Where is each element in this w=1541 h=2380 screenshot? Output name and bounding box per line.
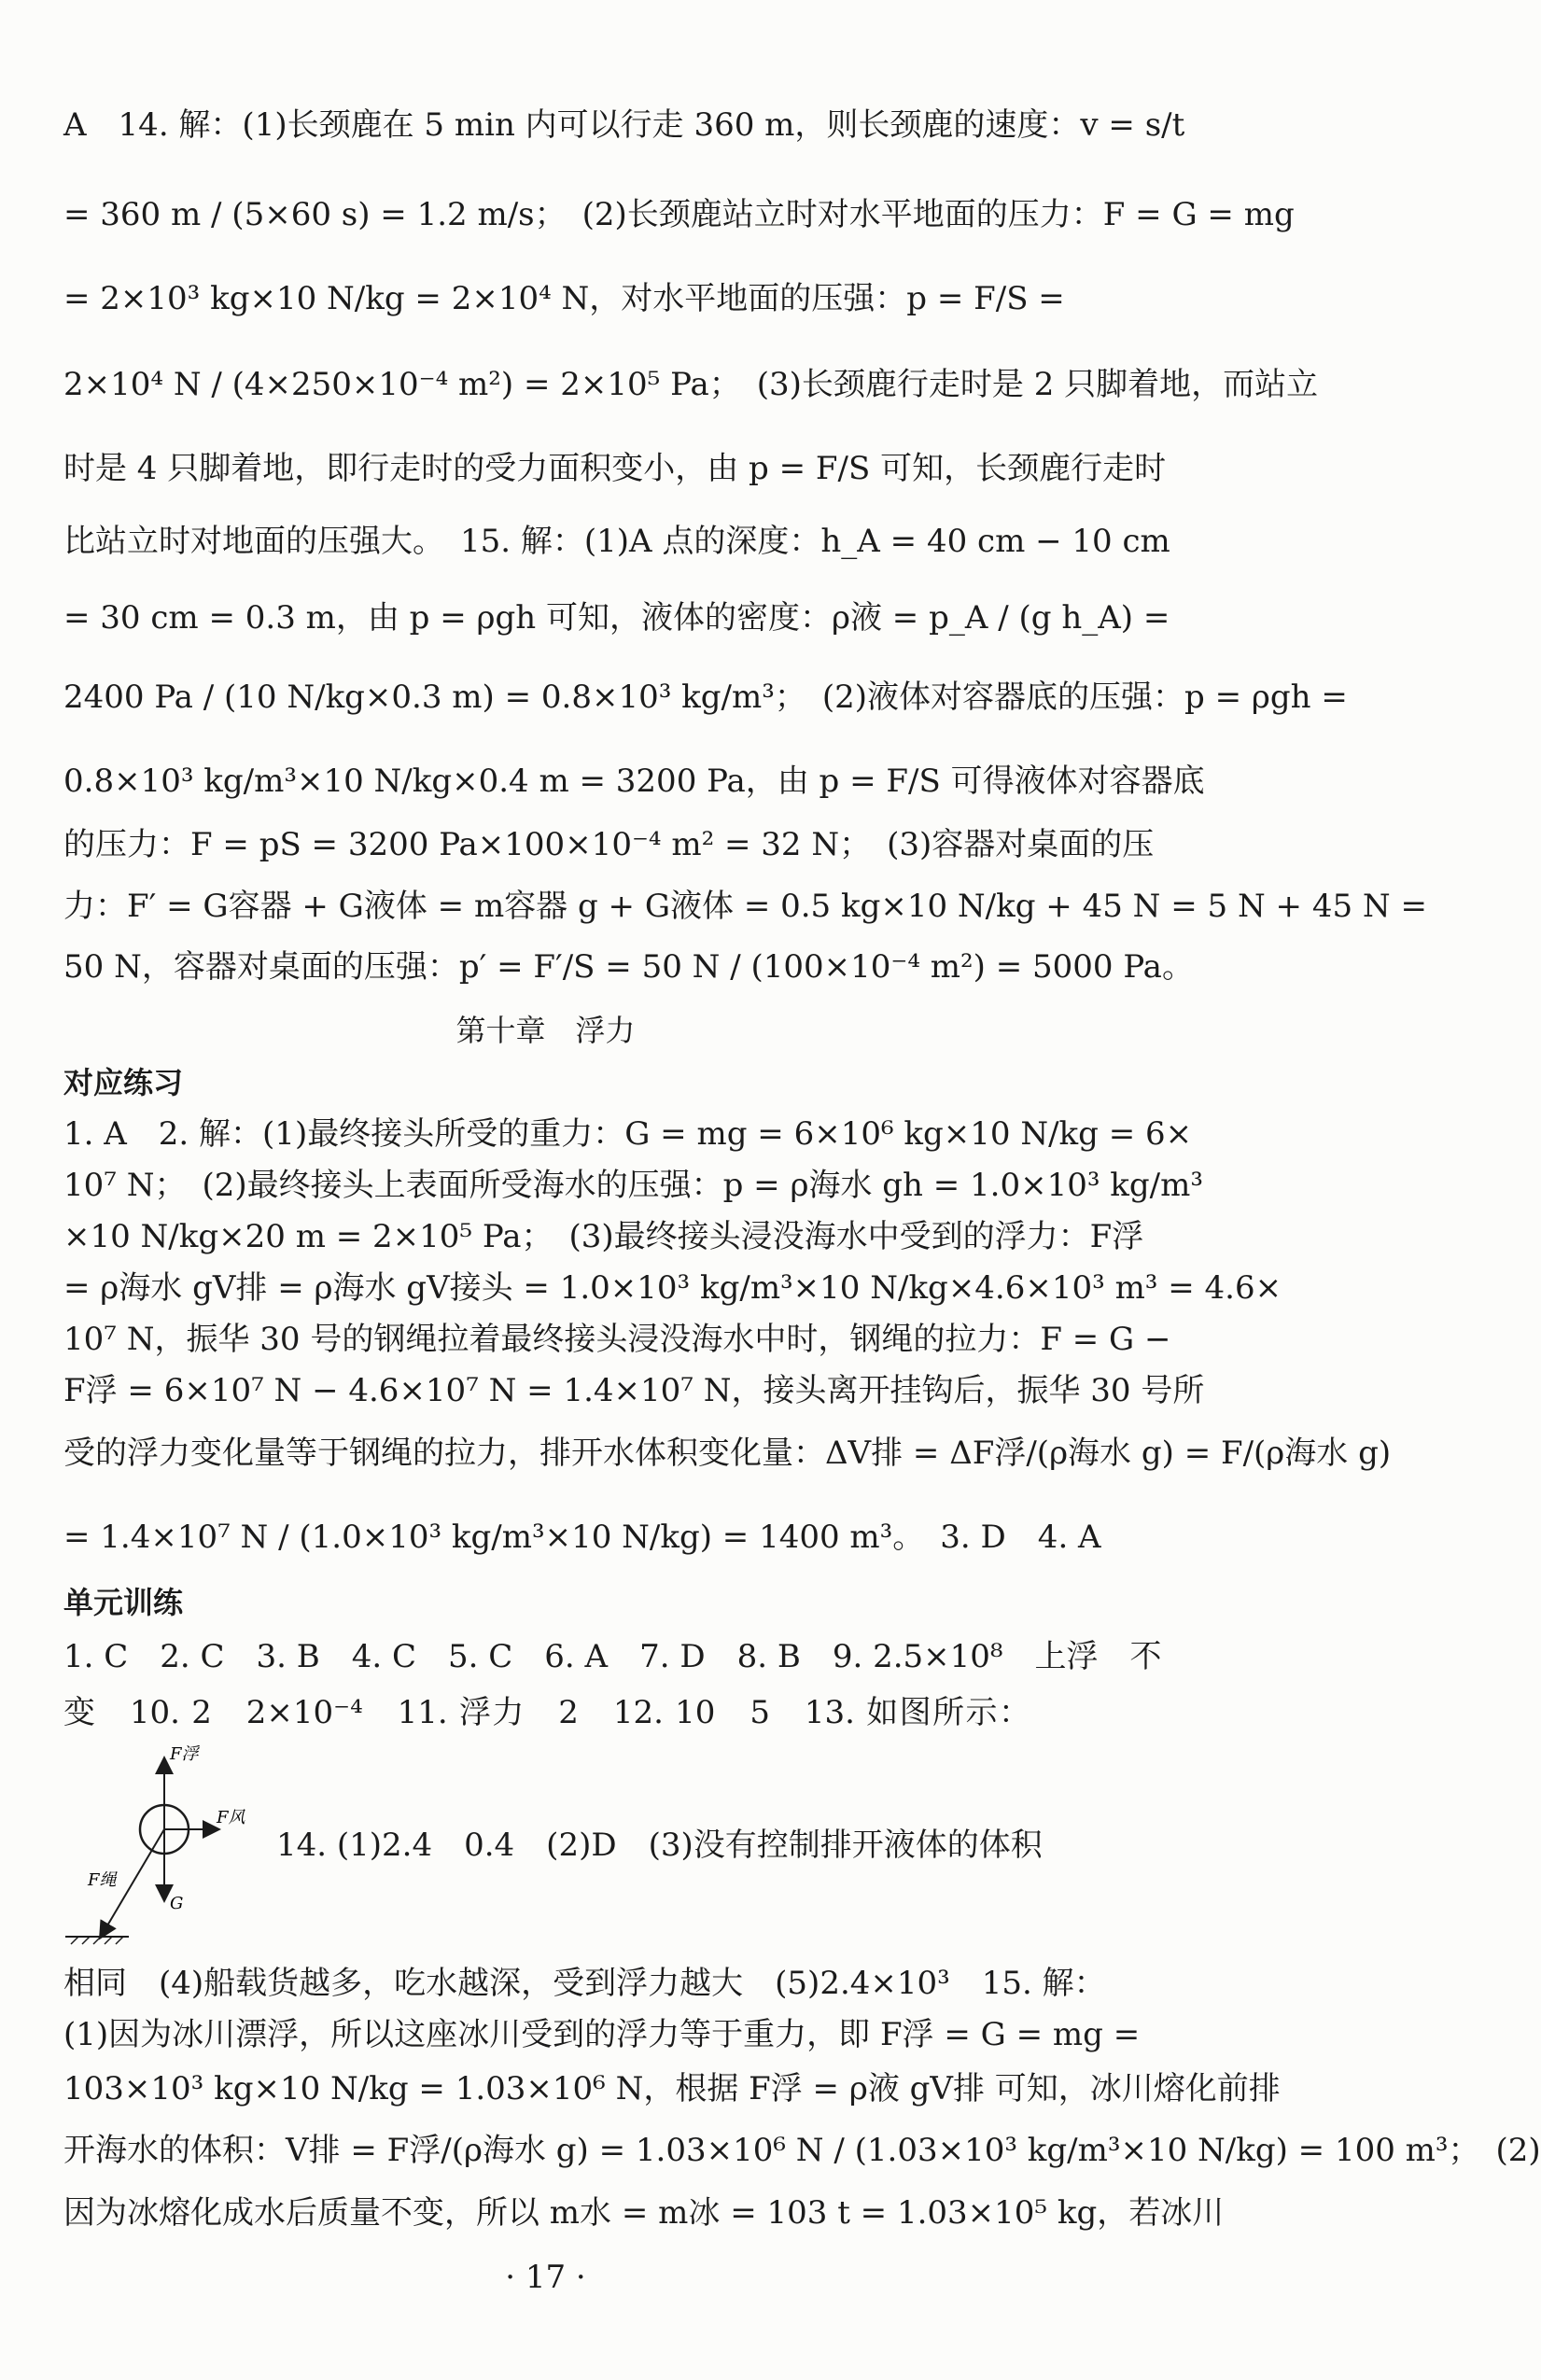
text-line-22: = 1.4×10⁷ N / (1.0×10³ kg/m³×10 N/kg) = 1400 m³。 3. D 4. A xyxy=(63,1519,1101,1556)
text-line-9: 0.8×10³ kg/m³×10 N/kg×0.4 m = 3200 Pa，由 p = F/S 可得液体对容器底 xyxy=(63,763,1205,800)
section-heading-unit: 单元训练 xyxy=(63,1585,184,1620)
text-line-30: 开海水的体积：V排 = F浮/(ρ海水 g) = 1.03×10⁶ N / (1.03×10³ kg/m³×10 N/kg) = 100 m³； (2) xyxy=(63,2132,1541,2169)
text-line-17: ×10 N/kg×20 m = 2×10⁵ Pa； (3)最终接头浸没海水中受到的浮力：F浮 xyxy=(63,1218,1144,1255)
label-gravity: G xyxy=(170,1894,184,1913)
label-wind: F风 xyxy=(217,1808,245,1827)
text-line-4: 2×10⁴ N / (4×250×10⁻⁴ m²) = 2×10⁵ Pa； (3)长颈鹿行走时是 2 只脚着地，而站立 xyxy=(63,366,1319,403)
text-line-31: 因为冰熔化成水后质量不变，所以 m水 = m冰 = 103 t = 1.03×10⁵ kg，若冰川 xyxy=(63,2194,1225,2232)
label-buoyancy: F浮 xyxy=(170,1744,199,1764)
text-line-12: 50 N，容器对桌面的压强：p′ = F′/S = 50 N / (100×10⁻⁴ m²) = 5000 Pa。 xyxy=(63,948,1194,986)
text-line-7: = 30 cm = 0.3 m，由 p = ρgh 可知，液体的密度：ρ液 = p_A / (g h_A) = xyxy=(63,599,1170,637)
text-line-6: 比站立时对地面的压强大。 15. 解：(1)A 点的深度：h_A = 40 cm − 10 cm xyxy=(63,523,1170,560)
text-line-16: 10⁷ N； (2)最终接头上表面所受海水的压强：p = ρ海水 gh = 1.0×10³ kg/m³ xyxy=(63,1167,1203,1204)
text-line-29: 103×10³ kg×10 N/kg = 1.03×10⁶ N，根据 F浮 = ρ液 gV排 可知，冰川熔化前排 xyxy=(63,2070,1281,2107)
text-line-18: = ρ海水 gV排 = ρ海水 gV接头 = 1.0×10³ kg/m³×10 N/kg×4.6×10³ m³ = 4.6× xyxy=(63,1269,1282,1307)
text-line-28: (1)因为冰川漂浮，所以这座冰川受到的浮力等于重力，即 F浮 = G = mg = xyxy=(63,2016,1141,2053)
text-line-11: 力：F′ = G容器 + G液体 = m容器 g + G液体 = 0.5 kg×10 N/kg + 45 N = 5 N + 45 N = xyxy=(63,888,1427,925)
text-line-2: = 360 m / (5×60 s) = 1.2 m/s； (2)长颈鹿站立时对水平地面的压力：F = G = mg xyxy=(63,196,1295,233)
text-line-21: 受的浮力变化量等于钢绳的拉力，排开水体积变化量：ΔV排 = ΔF浮/(ρ海水 g) = F/(ρ海水 g) xyxy=(63,1435,1392,1472)
section-heading-practice: 对应练习 xyxy=(63,1065,184,1100)
text-line-5: 时是 4 只脚着地，即行走时的受力面积变小，由 p = F/S 可知，长颈鹿行走时 xyxy=(63,450,1167,487)
force-diagram xyxy=(63,1741,269,1965)
ground-hatch xyxy=(65,1937,129,1944)
text-line-27: 相同 (4)船载货越多，吃水越深，受到浮力越大 (5)2.4×10³ 15. 解： xyxy=(63,1965,1106,2002)
text-line-10: 的压力：F = pS = 3200 Pa×100×10⁻⁴ m² = 32 N； (3)容器对桌面的压 xyxy=(63,826,1155,863)
item-14-answer: 14. (1)2.4 0.4 (2)D (3)没有控制排开液体的体积 xyxy=(276,1827,1043,1864)
text-line-8: 2400 Pa / (10 N/kg×0.3 m) = 0.8×10³ kg/m³； (2)液体对容器底的压强：p = ρgh = xyxy=(63,679,1348,716)
text-line-24: 1. C 2. C 3. B 4. C 5. C 6. A 7. D 8. B 9. 2.5×10⁸ 上浮 不 xyxy=(63,1638,1162,1675)
text-line-20: F浮 = 6×10⁷ N − 4.6×10⁷ N = 1.4×10⁷ N，接头离开挂钩后，振华 30 号所 xyxy=(63,1372,1205,1409)
text-line-19: 10⁷ N，振华 30 号的钢绳拉着最终接头浸没海水中时，钢绳的拉力：F = G − xyxy=(63,1321,1171,1358)
text-line-15: 1. A 2. 解：(1)最终接头所受的重力：G = mg = 6×10⁶ kg×10 N/kg = 6× xyxy=(63,1115,1193,1153)
page-number: · 17 · xyxy=(505,2259,586,2296)
chapter-title: 第十章 浮力 xyxy=(455,1013,636,1048)
text-line-3: = 2×10³ kg×10 N/kg = 2×10⁴ N，对水平地面的压强：p = F/S = xyxy=(63,280,1065,317)
text-line-25: 变 10. 2 2×10⁻⁴ 11. 浮力 2 12. 10 5 13. 如图所示： xyxy=(63,1694,1030,1731)
text-line-1: A 14. 解：(1)长颈鹿在 5 min 内可以行走 360 m，则长颈鹿的速度：v = s/t xyxy=(63,106,1185,144)
label-rope: F绳 xyxy=(88,1870,117,1890)
